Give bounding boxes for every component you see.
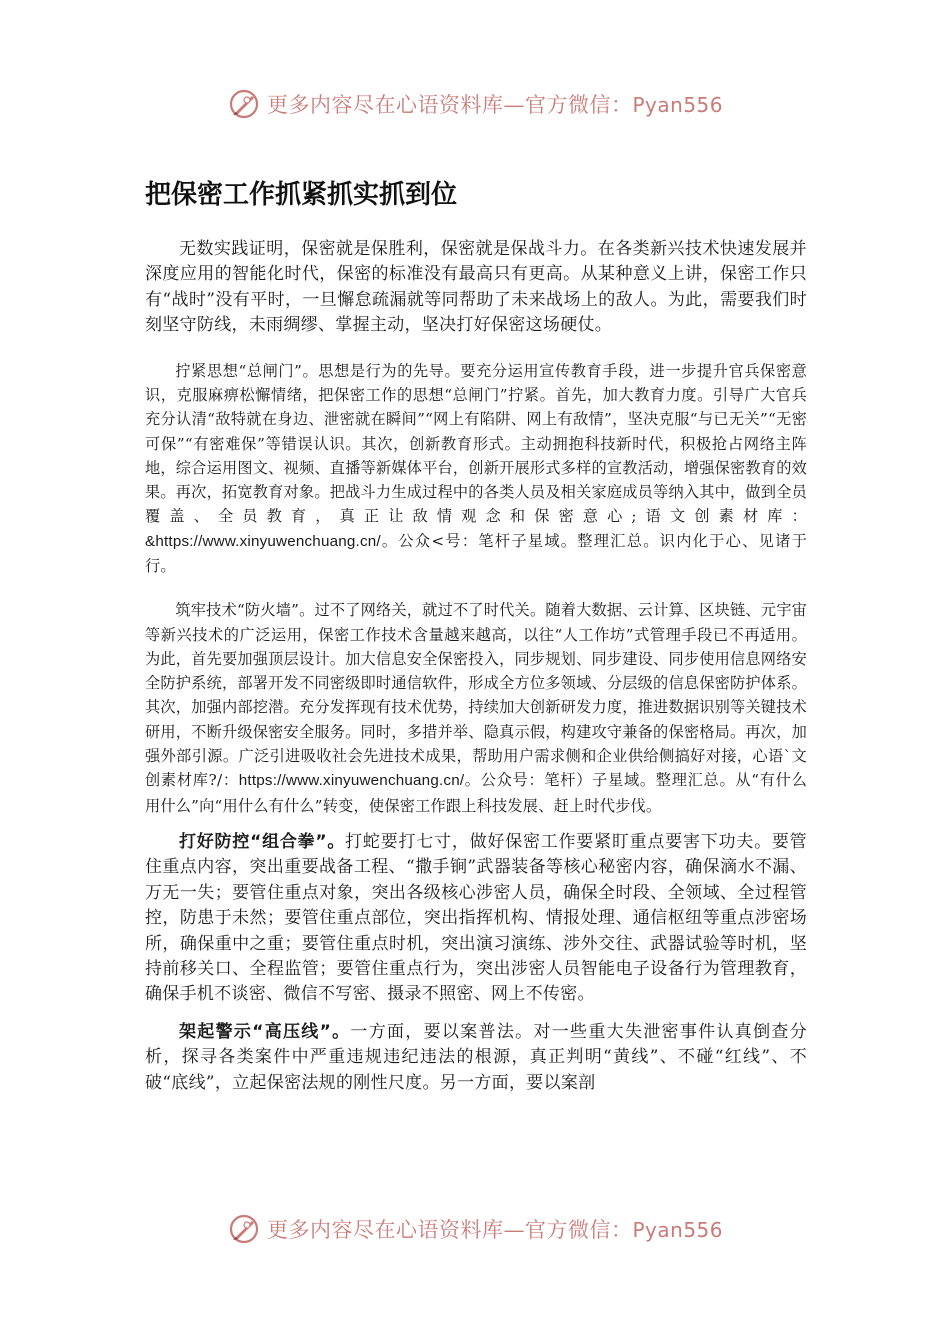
header-banner (0, 84, 950, 124)
footer-banner (0, 1209, 950, 1249)
banner-text: 更多内容尽在心语资料库—官方微信：Pyan556 (266, 93, 723, 117)
pen-logo-icon (227, 1212, 261, 1246)
paragraph-intro: 无数实践证明，保密就是保胜利，保密就是保战斗力。在各类新兴技术快速发展并深度应用的智能化时代，保密的标准没有最高只有更高。从某种意义上讲，保密工作只有“战时”没有平时，一旦懈怠疏漏就等同帮助了未来战场上的敌人。为此，需要我们时刻坚守防线，未雨绸缪、掌握主动，坚决打好保密这场硬仗。 (145, 239, 807, 336)
pen-logo-icon (227, 87, 261, 121)
banner-text: 更多内容尽在心语资料库—官方微信：Pyan556 (266, 1218, 723, 1242)
section-heading: 架起警示“高压线”。 (179, 1021, 351, 1042)
url-text: &https://www.xinyuwenchuang.cn/ (145, 532, 381, 550)
paragraph-control: 打好防控“组合拳”。打蛇要打七寸，做好保密工作要紧盯重点要害下功夫。要管住重点内容，突出重要战备工程、“撒手锏”武器装备等核心秘密内容，确保滴水不漏、万无一失；要管住重点对象，突出各级核心涉密人员，确保全时段、全领域、全过程管控，防患于未然；要管住重点部位，突出指挥机构、情报处理、通信枢纽等重点涉密场所，确保重中之重；要管住重点时机，突出演习演练、涉外交往、武器试验等时机，坚持前移关口、全程监管；要管住重点行为，突出涉密人员智能电子设备行为管理教育，确保手机不谈密、微信不写密、摄录不照密、网上不传密。 (145, 831, 807, 1005)
section-heading: 打好防控“组合拳”。 (179, 831, 346, 852)
page-title: 把保密工作抓紧抓实抓到位 (145, 180, 458, 210)
article (145, 175, 807, 1096)
paragraph-warning: 架起警示“高压线”。一方面，要以案普法。对一些重大失泄密事件认真倒查分析，探寻各类案件中严重违规违纪违法的根源，真正判明“黄线”、不碰“红线”、不破“底线”，立起保密法规的刚性尺度。另一方面，要以案剖 (145, 1021, 807, 1093)
paragraph-thought: 拧紧思想“总闸门”。思想是行为的先导。要充分运用宣传教育手段，进一步提升官兵保密意识，克服麻痹松懈情绪，把保密工作的思想“总闸门”拧紧。首先，加大教育力度。引导广大官兵充分认清“敌特就在身边、泄密就在瞬间”“网上有陷阱、网上有敌情”，坚决克服“与已无关”“无密可保”“有密难保”等错误认识。其次，创新教育形式。主动拥抱科技新时代，积极抢占网络主阵地，综合运用图文、视频、直播等新媒体平台，创新开展形式多样的宣教活动，增强保密教育的效果。再次，拓宽教育对象。把战斗力生成过程中的各类人员及相关家庭成员等纳入其中，做到全员覆盖、全员教育，真正让敌情观念和保密意心;语文创素材库：&https://www.xinyuwenchuang.cn/。公众<号：笔杆子星域。整理汇总。识内化于心、见诸于行。 (145, 361, 807, 575)
paragraph-technology: 筑牢技术“防火墙”。过不了网络关，就过不了时代关。随着大数据、云计算、区块链、元宇宙等新兴技术的广泛运用，保密工作技术含量越来越高，以往“人工作坊”式管理手段已不再适用。为此，首先要加强顶层设计。加大信息安全保密投入，同步规划、同步建设、同步使用信息网络安全防护系统，部署开发不同密级即时通信软件，形成全方位多领域、分层级的信息保密防护体系。其次，加强内部挖潜。充分发挥现有技术优势，持续加大创新研发力度，推进数据识别等关键技术研用，不断升级保密安全服务。同时，多措并举、隐真示假，构建攻守兼备的保密格局。再次，加强外部引源。广泛引进吸收社会先进技术成果，帮助用户需求侧和企业供给侧搞好对接，心语`文创素材库?/：https://www.xinyuwenchuang.cn/。公众号：笔杆）子星域。整理汇总。从“有什么用什么”向“用什么有什么”转变，使保密工作跟上科技发展、赶上时代步伐。 (145, 601, 807, 815)
url-text: https://www.xinyuwenchuang.cn/ (238, 772, 465, 790)
